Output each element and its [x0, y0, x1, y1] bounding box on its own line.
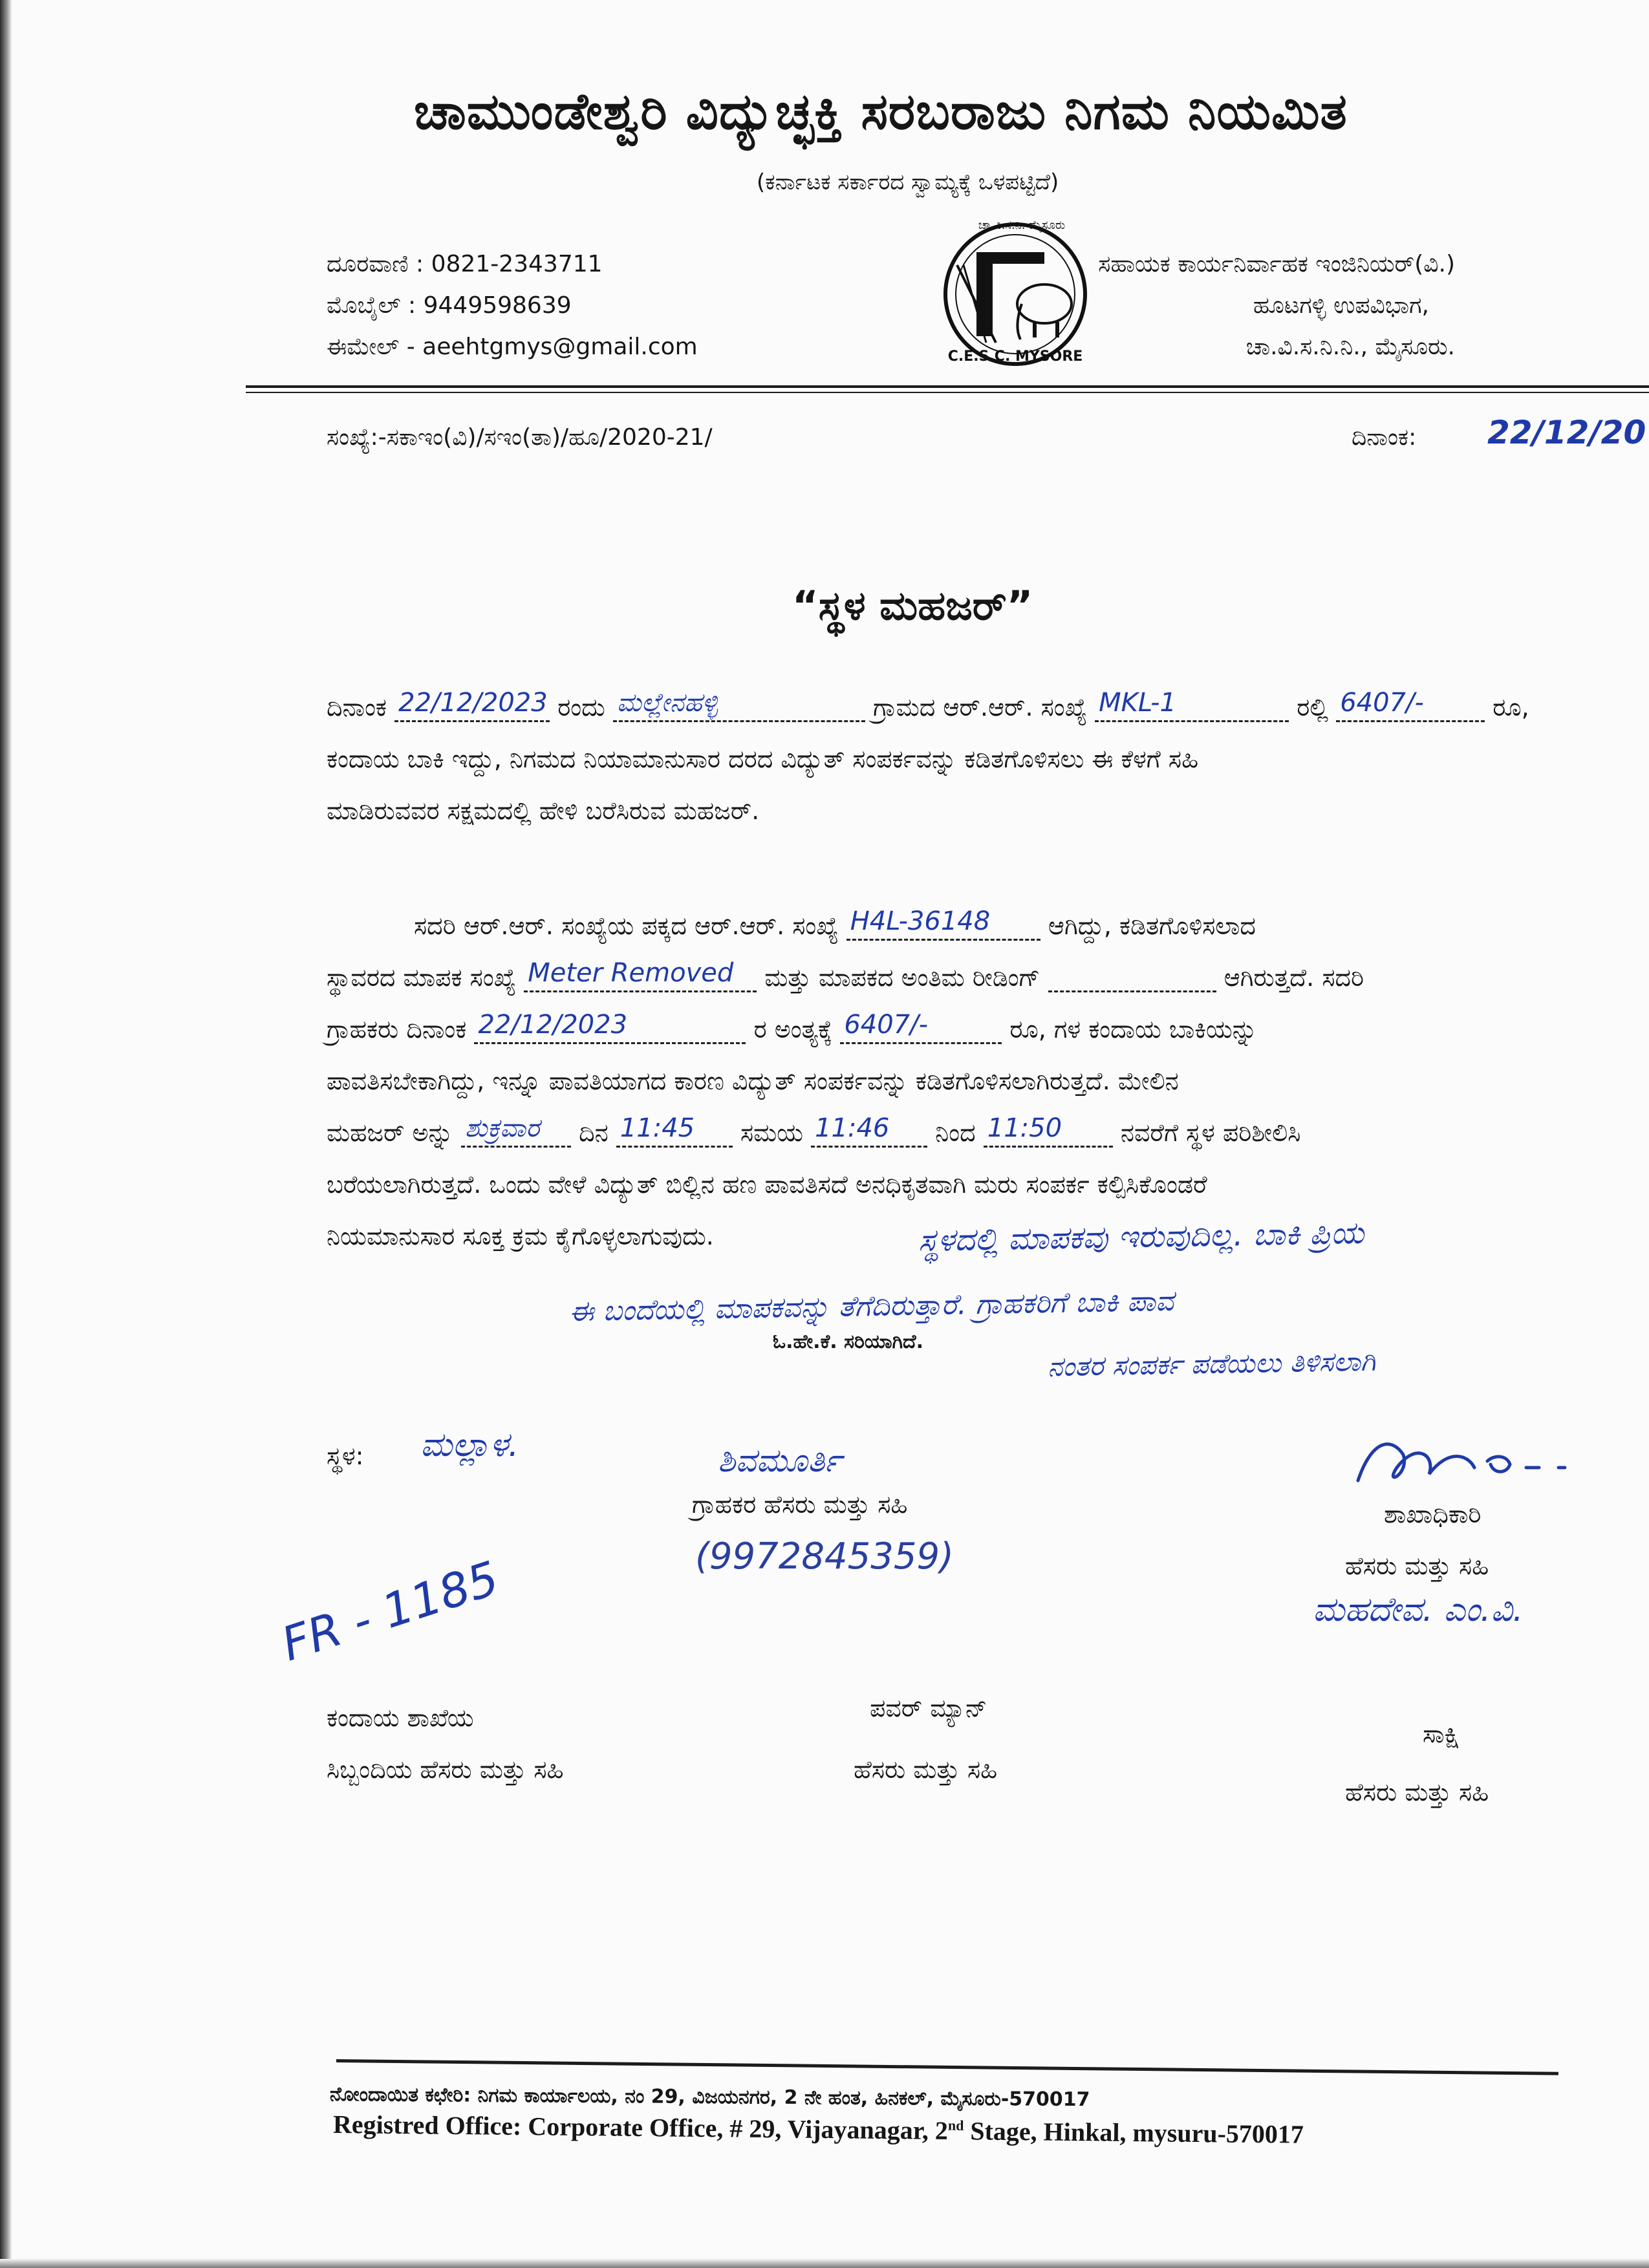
date-blank: [394, 688, 550, 722]
footer-english-prefix: Registred Office: Corporate Office, # 29, Vijayanagar, 2: [332, 2110, 949, 2145]
footer-english-suffix: Stage, Hinkal, mysuru-570017: [964, 2116, 1304, 2149]
text-meter-no: ಸ್ಥಾವರದ ಮಾಪಕ ಸಂಖ್ಯೆ: [327, 963, 517, 992]
amount-blank: [1336, 688, 1485, 722]
officer-sign-label: ಹೆಸರು ಮತ್ತು ಸಹಿ: [1345, 1552, 1489, 1580]
org-name: ಚಾಮುಂಡೇಶ್ವರಿ ವಿದ್ಯುಚ್ಛಕ್ತಿ ಸರಬರಾಜು ನಿಗಮ ನಿಯಮಿತ: [414, 83, 1348, 141]
reference-number: ಸಂಖ್ಯೆ:-ಸಕಾಇಂ(ವಿ)/ಸಇಂ(ತಾ)/ಹೂ/2020-21/: [327, 424, 713, 451]
customer-sign-label: ಗ್ರಾಹಕರ ಹೆಸರು ಮತ್ತು ಸಹಿ: [692, 1490, 908, 1519]
handwritten-customer-name: ಶಿವಮೂರ್ತಿ: [718, 1442, 842, 1479]
officer-label: ಶಾಖಾಧಿಕಾರಿ: [1384, 1500, 1482, 1528]
text-disconnected: ಆಗಿದ್ದು, ಕಡಿತಗೊಳಿಸಲಾದ: [1048, 912, 1256, 940]
amount2-blank: [840, 1010, 1002, 1044]
handwritten-place: ಮಲ್ಲಾಳ.: [420, 1426, 519, 1464]
text-is: ಆಗಿರುತ್ತದೆ. ಸದರಿ: [1223, 963, 1364, 992]
text-from: ನಿಂದ: [935, 1118, 976, 1147]
text-by-end: ರ ಅಂತ್ಯಕ್ಕೆ: [753, 1015, 833, 1043]
paragraph1-line1: [327, 688, 1529, 722]
handwritten-date-value: 22/12/2023: [398, 688, 548, 718]
handwritten-date2: 22/12/2023: [478, 1010, 628, 1040]
footer-superscript: nd: [947, 2117, 964, 2134]
text-village-rr: ಗ್ರಾಮದ ಆರ್.ಆರ್. ಸಂಖ್ಯೆ: [872, 693, 1088, 722]
scan-bottom-edge: [0, 2259, 1649, 2268]
header-rule-thin: [246, 392, 1649, 393]
email-address: ಈಮೇಲ್ - aeehtgmys@gmail.com: [327, 334, 698, 360]
officer-signature-icon: [1345, 1429, 1591, 1500]
mahazar-title: “ಸ್ಥಳ ಮಹಜರ್”: [792, 582, 1033, 629]
paragraph2-line7: ನಿಯಮಾನುಸಾರ ಸೂಕ್ತ ಕ್ರಮ ಕೈಗೊಳ್ಳಲಾಗುವುದು.: [327, 1222, 714, 1250]
handwritten-rr-number: MKL-1: [1099, 688, 1176, 718]
powerman-sign-label: ಹೆಸರು ಮತ್ತು ಸಹಿ: [854, 1755, 998, 1784]
text-until: ನವರೆಗೆ ಸ್ಥಳ ಪರಿಶೀಲಿಸಿ: [1120, 1118, 1301, 1147]
paragraph2-line6: ಬರೆಯಲಾಗಿರುತ್ತದೆ. ಒಂದು ವೇಳೆ ವಿದ್ಯುತ್ ಬಿಲ್ಲಿನ ಹಣ ಪಾವತಿಸದೆ ಅನಧಿಕೃತವಾಗಿ ಮರು ಸಂಪರ್ಕ ಕಲ್ಪಿಸಿಕೊಂಡರೆ: [327, 1170, 1207, 1199]
reading-blank: [1048, 965, 1216, 992]
handwritten-customer-phone: (9972845359): [695, 1535, 954, 1578]
handwritten-time1: 11:45: [620, 1113, 695, 1143]
handwritten-date: 22/12/20: [1487, 414, 1646, 451]
logo-top-caption: ಚಾ.ವಿ.ಸ.ನಿ. ಮೈಸೂರು: [978, 219, 1066, 232]
mobile-number: ಮೊಬೈಲ್ : 9449598639: [327, 292, 572, 319]
date2-blank: [474, 1010, 746, 1044]
paragraph2-line1: [414, 906, 1256, 941]
logo-caption: C.E.S.C. MYSORE: [947, 348, 1083, 365]
time1-blank: [616, 1113, 733, 1148]
paragraph2-line5: [327, 1113, 1301, 1148]
paragraph1-line2: ಕಂದಾಯ ಬಾಕಿ ಇದ್ದು, ನಿಗಮದ ನಿಯಾಮಾನುಸಾರ ದರದ ವಿದ್ಯುತ್ ಸಂಪರ್ಕವನ್ನು ಕಡಿತಗೊಳಿಸಲು ಈ ಕೆಳಗೆ ಸಹಿ: [327, 745, 1199, 773]
handwritten-amount: 6407/-: [1340, 688, 1424, 718]
text-customer-date: ಗ್ರಾಹಕರು ದಿನಾಂಕ: [327, 1015, 467, 1043]
text-in: ರಲ್ಲಿ: [1297, 693, 1329, 722]
revenue-staff-sign-label: ಸಿಬ್ಬಂದಿಯ ಹೆಸರು ಮತ್ತು ಸಹಿ: [327, 1755, 564, 1784]
powerman-label: ಪವರ್ ಮ್ಯಾನ್: [870, 1694, 987, 1722]
handwritten-adjacent-rr: H4L-36148: [850, 906, 991, 936]
paragraph2-line3: [327, 1010, 1258, 1044]
org-subtitle: (ಕರ್ನಾಟಕ ಸರ್ಕಾರದ ಸ್ವಾಮ್ಯಕ್ಕೆ ಒಳಪಟ್ಟಿದೆ): [757, 169, 1059, 195]
footer-rule: [336, 2059, 1558, 2075]
time3-blank: [984, 1113, 1113, 1148]
office-location: ಚಾ.ವಿ.ಸ.ನಿ.ನಿ., ಮೈಸೂರು.: [1245, 334, 1455, 360]
revenue-branch-label: ಕಂದಾಯ ಶಾಖೆಯ: [327, 1704, 474, 1732]
text-rupees: ರೂ,: [1493, 693, 1529, 722]
handwritten-note-2: ಈ ಬಂದೆಯಲ್ಲಿ ಮಾಪಕವನ್ನು ತೆಗೆದಿರುತ್ತಾರೆ. ಗ್ರಾಹಕರಿಗೆ ಬಾಕಿ ಪಾವ: [568, 1284, 1174, 1329]
handwritten-note-1: ಸ್ಥಳದಲ್ಲಿ ಮಾಪಕವು ಇರುವುದಿಲ್ಲ. ಬಾಕಿ ಪ್ರಿಯ: [918, 1214, 1364, 1259]
scan-left-edge: [0, 0, 12, 2268]
office-division: ಹೂಟಗಳ್ಳಿ ಉಪವಿಭಾಗ,: [1253, 292, 1429, 319]
handwritten-day: ಶುಕ್ರವಾರ: [464, 1113, 540, 1143]
office-title: ಸಹಾಯಕ ಕಾರ್ಯನಿರ್ವಾಹಕ ಇಂಜಿನಿಯರ್(ವಿ.): [1098, 251, 1455, 277]
text-mahazar: ಮಹಜರ್ ಅನ್ನು: [327, 1118, 453, 1147]
day-blank: [461, 1113, 571, 1148]
text-date-label: ದಿನಾಂಕ: [327, 693, 387, 722]
text-adjacent-rr: ಸದರಿ ಆರ್.ಆರ್. ಸಂಖ್ಯೆಯ ಪಕ್ಕದ ಆರ್.ಆರ್. ಸಂಖ್ಯೆ: [414, 912, 839, 940]
header-rule: [246, 385, 1649, 388]
meter-blank: [524, 958, 757, 992]
footer-english-address: [333, 2109, 1304, 2150]
phone-number: ದೂರವಾಣಿ : 0821-2343711: [327, 251, 603, 277]
handwritten-note-3: ನಂತರ ಸಂಪರ್ಕ ಪಡೆಯಲು ತಿಳಿಸಲಾಗಿ: [1047, 1345, 1376, 1383]
text-day: ದಿನ: [579, 1118, 609, 1147]
place-label: ಸ್ಥಳ:: [327, 1442, 364, 1470]
village-blank: [613, 688, 865, 722]
date-label: ದಿನಾಂಕ:: [1352, 424, 1417, 451]
footer-kannada-address: ನೋಂದಾಯಿತ ಕಛೇರಿ: ನಿಗಮ ಕಾರ್ಯಾಲಯ, ನಂ 29, ವಿಜಯನಗರ, 2 ನೇ ಹಂತ, ಹಿನಕಲ್, ಮೈಸೂರು-570017: [329, 2083, 1090, 2112]
paragraph2-line2: [327, 958, 1364, 992]
text-dues: ರೂ, ಗಳ ಕಂದಾಯ ಬಾಕಿಯನ್ನು: [1009, 1015, 1258, 1043]
text-on: ರಂದು: [557, 693, 605, 722]
rr-blank: [1095, 688, 1289, 722]
paragraph2-line4: ಪಾವತಿಸಬೇಕಾಗಿದ್ದು, ಇನ್ನೂ ಪಾವತಿಯಾಗದ ಕಾರಣ ವಿದ್ಯುತ್ ಸಂಪರ್ಕವನ್ನು ಕಡಿತಗೊಳಿಸಲಾಗಿರುತ್ತದೆ. ಮೇಲಿನ: [327, 1067, 1179, 1095]
witness-label: ಸಾಕ್ಷಿ: [1423, 1720, 1460, 1748]
handwritten-time3: 11:50: [987, 1113, 1062, 1143]
witness-sign-label: ಹೆಸರು ಮತ್ತು ಸಹಿ: [1345, 1778, 1489, 1806]
adjacent-rr-blank: [846, 906, 1040, 941]
paragraph1-line3: ಮಾಡಿರುವವರ ಸಕ್ಷಮದಲ್ಲಿ ಹೇಳಿ ಬರೆಸಿರುವ ಮಹಜರ್.: [327, 797, 760, 825]
handwritten-meter-no: Meter Removed: [528, 958, 734, 988]
handwritten-officer-name: ಮಹದೇವ. ಎಂ.ವಿ.: [1313, 1590, 1524, 1629]
text-final-reading: ಮತ್ತು ಮಾಪಕದ ಅಂತಿಮ ರೀಡಿಂಗ್: [764, 963, 1040, 992]
handwritten-village: ಮಲ್ಲೇನಹಳ್ಳಿ: [616, 688, 718, 718]
stamp-text: ಓ.ಹೇ.ಕೆ. ಸರಿಯಾಗಿದೆ.: [773, 1331, 924, 1353]
handwritten-amount2: 6407/-: [844, 1010, 929, 1040]
handwritten-fr-number: FR - 1185: [275, 1550, 505, 1672]
handwritten-time2: 11:46: [815, 1113, 890, 1143]
time2-blank: [811, 1113, 927, 1148]
cesc-logo: [931, 207, 1099, 375]
text-time: ಸಮಯ: [740, 1118, 803, 1147]
